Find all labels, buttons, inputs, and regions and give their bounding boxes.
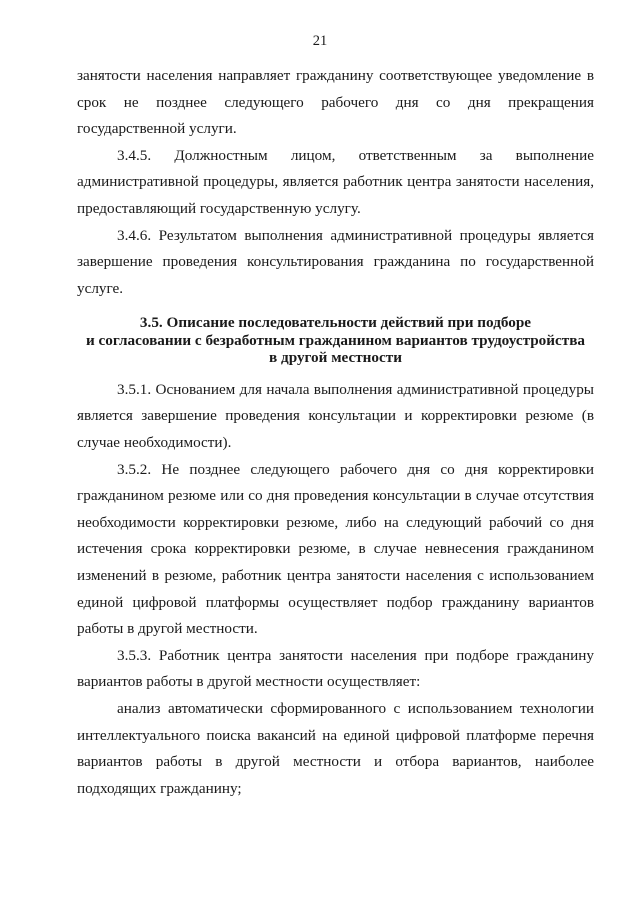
- section-heading-line: в другой местности: [269, 349, 402, 367]
- paragraph-3-5-1: 3.5.1. Основанием для начала выполнения административной процедуры является завершение проведения консультации и корректировки резюме (в случае необходимости).: [77, 380, 594, 452]
- section-heading-line: 3.5. Описание последовательности действий при подборе: [139, 314, 532, 332]
- paragraph-3-5-3: 3.5.3. Работник центра занятости населения при подборе гражданину вариантов работы в другой местности осуществляет:: [77, 646, 594, 691]
- paragraph-continuation: занятости населения направляет гражданину соответствующее уведомление в срок не позднее следующего рабочего дня со дня прекращения государственной услуги.: [77, 67, 594, 138]
- paragraph-3-5-2: 3.5.2. Не позднее следующего рабочего дня со дня корректировки гражданином резюме или со дня проведения консультации в случае отсутствия необходимости корректировки резюме, либо на следующий рабочий со дня истечения срока корректировки резюме, в случае невнесения гражданином изменений в резюме, работник центра занятости населения с использованием единой цифровой платформы осуществляет подбор гражданину вариантов работы в другой местности.: [77, 460, 594, 638]
- section-heading-line: и согласовании с безработным гражданином вариантов трудоустройства: [86, 331, 585, 349]
- paragraph-3-4-5: 3.4.5. Должностным лицом, ответственным за выполнение административной процедуры, является работник центра занятости населения, предоставляющий государственную услугу.: [77, 146, 594, 217]
- paragraph-3-4-6: 3.4.6. Результатом выполнения административной процедуры является завершение проведения консультирования гражданина по государственной услуге.: [77, 226, 594, 297]
- document-body: [77, 63, 594, 802]
- section-heading-3-5: [77, 314, 594, 367]
- paragraph-analysis-item: анализ автоматически сформированного с использованием технологии интеллектуального поиска вакансий на единой цифровой платформе перечня вариантов работы в другой местности и отбора вариантов, наиболее подходящих гражданину;: [77, 699, 594, 797]
- page-number: 21: [312, 33, 328, 49]
